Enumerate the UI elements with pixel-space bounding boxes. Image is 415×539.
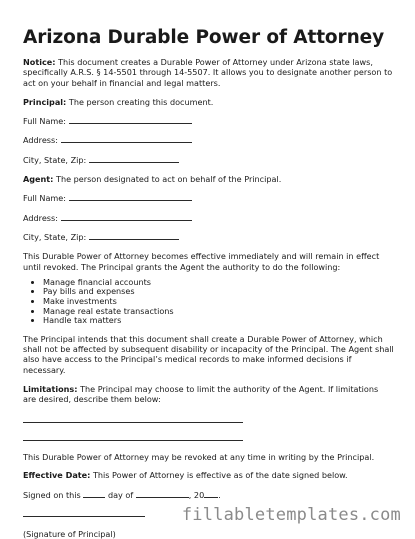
watermark: fillabletemplates.com [181,505,401,525]
revocation-paragraph: This Durable Power of Attorney may be revoked at any time in writing by the Principal. [23,451,375,462]
agent-address-label: Address: [23,212,58,223]
limitations-lines [23,405,395,445]
effective-paragraph: This Durable Power of Attorney becomes effective immediately and will remain in effect until revoked. The Principal grants the Agent the authority to do the following: [23,251,380,272]
agent-heading [23,174,395,184]
agent-text: The person designated to act on behalf of the Principal. [53,174,282,185]
signed-on-text: Signed on this [23,490,81,501]
agent-label: Agent: [23,174,54,185]
agent-name-field[interactable] [23,193,395,203]
limitations-line[interactable] [23,440,243,441]
agent-city-label: City, State, Zip: [23,231,87,242]
intent-paragraph: The Principal intends that this document shall create a Durable Power of Attorney, which shall not be affected by subsequent disability or incapacity of the Principal. The Agent shall also have access to the Principal’s medical records to make informed decisions if necessary. [23,333,394,375]
signed-month-blank[interactable] [136,490,189,498]
notice-paragraph [23,57,395,88]
principal-heading [23,97,395,107]
document-title: Arizona Durable Power of Attorney [23,27,385,48]
agent-address-field[interactable] [23,213,395,223]
principal-address-line[interactable] [61,135,192,143]
principal-label: Principal: [23,96,67,107]
agent-name-label: Full Name: [23,193,67,204]
principal-address-label: Address: [23,135,58,146]
power-item: • Manage financial accounts [43,278,395,288]
limitations-line[interactable] [23,422,243,423]
year-prefix-text: , 20 [188,490,205,501]
agent-address-line[interactable] [61,213,192,221]
principal-city-line[interactable] [89,155,179,163]
principal-text: The person creating this document. [66,96,214,107]
principal-city-field[interactable] [23,155,395,165]
signed-day-blank[interactable] [83,490,105,498]
year-suffix-text: . [218,490,221,501]
limitations-paragraph [23,384,391,405]
agent-city-line[interactable] [89,232,179,240]
effective-date-paragraph [23,470,395,480]
principal-address-field[interactable] [23,135,395,145]
power-item: • Manage real estate transactions [43,307,395,317]
agent-city-field[interactable] [23,232,395,242]
notice-label: Notice: [23,57,56,67]
signed-date-line [23,490,395,500]
document-page [23,26,395,539]
principal-name-line[interactable] [69,116,192,124]
limitations-label: Limitations: [23,384,78,395]
principal-name-field[interactable] [23,116,395,126]
signed-year-blank[interactable] [204,490,218,498]
power-item: • Make investments [43,297,395,307]
notice-text: This document creates a Durable Power of Attorney under Arizona state laws, specifically A.R.S. § 14-5501 through 14-5507. It allows you to designate another person to act on your behalf in financial and legal matters. [23,57,393,88]
power-item: • Pay bills and expenses [43,287,395,297]
agent-name-line[interactable] [69,193,192,201]
powers-list [23,278,395,326]
day-of-text: day of [107,490,134,501]
power-item: • Handle tax matters [43,316,395,326]
effective-date-label: Effective Date: [23,469,91,480]
principal-name-label: Full Name: [23,116,67,127]
principal-city-label: City, State, Zip: [23,154,87,165]
signature-caption: (Signature of Principal) [23,528,116,539]
signature-line[interactable] [23,516,145,517]
limitations-text: The Principal may choose to limit the authority of the Agent. If limitations are desired, describe them below: [23,384,379,405]
effective-date-text: This Power of Attorney is effective as of the date signed below. [90,469,348,480]
